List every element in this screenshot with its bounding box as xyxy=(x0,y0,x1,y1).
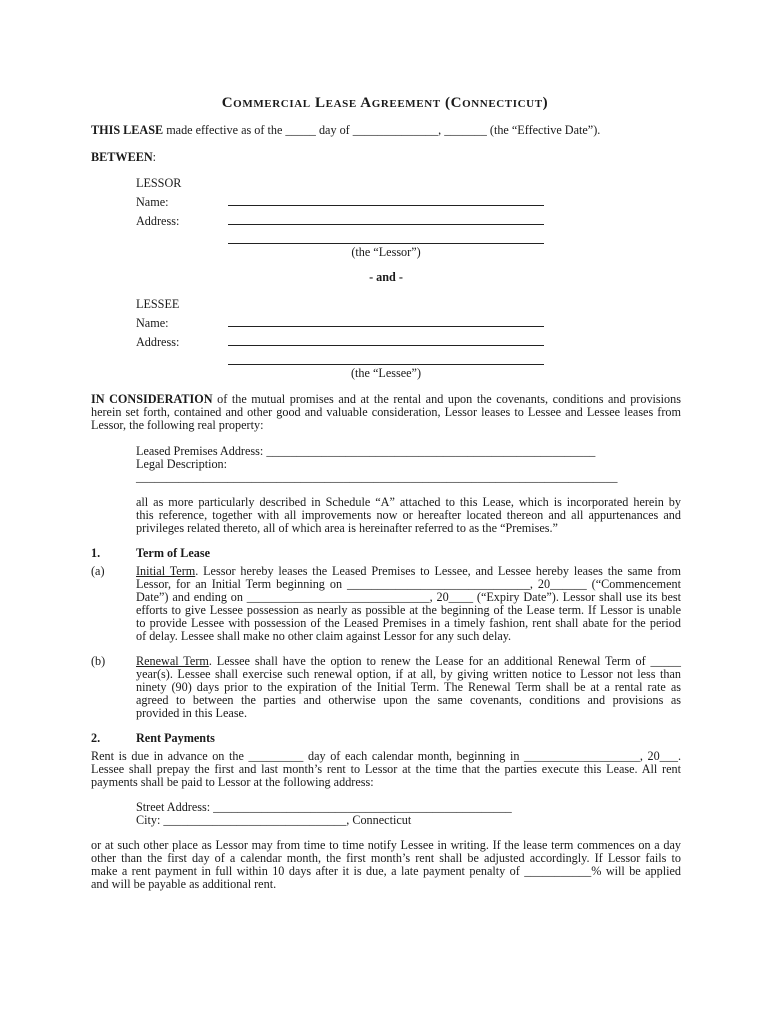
lessor-heading: LESSOR xyxy=(136,176,182,190)
city-line: City: ______________________________, Connecticut xyxy=(136,813,412,827)
clause-a-line-3: Date”) and ending on ______________________________, 20____ (“Expiry Date”). Lessor shall use its best xyxy=(136,590,681,604)
consideration-line-2: herein set forth, contained and other good and valuable consideration, Lessor leases to Lessee and Lessee leases from xyxy=(91,405,681,419)
rent-after-2: other than the first day of a calendar month, the first month’s rent shall be adjusted accordingly. If Lessor fails to xyxy=(91,851,681,865)
lessee-address-label: Address: xyxy=(136,335,180,349)
clause-b-line-1 xyxy=(136,654,681,668)
lessor-name-blank xyxy=(228,205,544,206)
lessor-name-label: Name: xyxy=(136,195,169,209)
clause-a-marker: (a) xyxy=(91,564,105,578)
section-1-heading-text: Term of Lease xyxy=(136,546,211,560)
rent-after-1: or at such other place as Lessor may from time to time notify Lessee in writing. If the lease term commences on a day xyxy=(91,838,681,852)
consideration-line-1 xyxy=(91,392,681,406)
clause-a-line-1 xyxy=(136,564,681,578)
lessor-caption: (the “Lessor”) xyxy=(351,245,421,259)
between-label-text: BETWEEN xyxy=(91,150,153,164)
section-2-number xyxy=(91,731,100,745)
intro-lead: THIS LEASE xyxy=(91,123,164,137)
section-2-heading-text: Rent Payments xyxy=(136,731,215,745)
rent-after-3: make a rent payment in full within 10 days after it is due, a late payment penalty of ___________% will be applied xyxy=(91,864,681,878)
clause-a-line-4: efforts to give Lessee possession as nearly as possible at the beginning of the Lease term. If Lessor is unable xyxy=(136,603,681,617)
consideration-text-1: of the mutual promises and at the rental and upon the covenants, conditions and provisions xyxy=(212,392,681,406)
clause-b-line-5: provided in this Lease. xyxy=(136,706,248,720)
premises-address-line: Leased Premises Address: ______________________________________________________ xyxy=(136,444,596,458)
clause-a-line-2: Lessor, for an Initial Term beginning on ______________________________, 20______ (“Commencement xyxy=(136,577,681,591)
clause-b-marker: (b) xyxy=(91,654,106,668)
rent-line-1: Rent is due in advance on the _________ day of each calendar month, beginning in ___________________, 20___. xyxy=(91,749,681,763)
document-title: Commercial Lease Agreement (Connecticut) xyxy=(221,95,549,111)
section-2-num-text: 2. xyxy=(91,731,101,745)
lessee-name-blank xyxy=(228,326,544,327)
lessor-address-label: Address: xyxy=(136,214,180,228)
lessee-address-blank-2 xyxy=(228,364,544,365)
clause-b-line-3: ninety (90) days prior to the expiration of the Initial Term. The Renewal Term shall be at a rental rate as xyxy=(136,680,681,694)
section-1-heading xyxy=(136,546,210,560)
premises-desc-3: privileges related thereto, all of which area is hereinafter referred to as the “Premises.” xyxy=(136,521,558,535)
consideration-lead: IN CONSIDERATION xyxy=(91,392,213,406)
between-colon: : xyxy=(152,150,157,164)
between-label xyxy=(91,150,156,164)
legal-description-label: Legal Description: xyxy=(136,457,228,471)
clause-a-text-1: . Lessor hereby leases the Leased Premises to Lessee, and Lessee hereby leases the same from xyxy=(195,564,681,578)
legal-description-blank: _______________________________________________________________________________ xyxy=(136,470,618,484)
clause-a-line-5: to provide Lessee with possession of the Leased Premises in a timely fashion, rent shall abate for the period xyxy=(136,616,681,630)
lessee-name-label: Name: xyxy=(136,316,169,330)
and-text: - and - xyxy=(369,270,403,284)
premises-desc-2: this reference, together with all improvements now or hereafter located thereon and all appurtenances and xyxy=(136,508,681,522)
lessor-address-blank-1 xyxy=(228,224,544,225)
rent-line-3: payments shall be paid to Lessor at the following address: xyxy=(91,775,374,789)
consideration-line-3: Lessor, the following real property: xyxy=(91,418,264,432)
clause-b-text-1: . Lessee shall have the option to renew the Lease for an additional Renewal Term of _____ xyxy=(208,654,681,668)
lessee-address-blank-1 xyxy=(228,345,544,346)
section-2-heading xyxy=(136,731,215,745)
clause-b-line-4: agreed to between the parties and otherwise upon the same covenants, conditions and provisions as xyxy=(136,693,681,707)
street-address-line: Street Address: _________________________________________________ xyxy=(136,800,512,814)
clause-b-line-2: year(s). Lessee shall exercise such renewal option, if at all, by giving written notice to Lessor not less than xyxy=(136,667,681,681)
intro-text: made effective as of the _____ day of ______________, _______ (the “Effective Date”). xyxy=(163,123,601,137)
lessee-heading: LESSEE xyxy=(136,297,180,311)
rent-line-2: Lessee shall prepay the first and last month’s rent to Lessor at the time that the parties execute this Lease. All rent xyxy=(91,762,681,776)
renewal-term-label: Renewal Term xyxy=(136,654,209,668)
intro-line xyxy=(91,123,600,137)
lessee-caption: (the “Lessee”) xyxy=(350,366,422,380)
clause-a-line-6: of delay. Lessee shall make no other claim against Lessor for any such delay. xyxy=(136,629,512,643)
lessor-address-blank-2 xyxy=(228,243,544,244)
section-1-number xyxy=(91,546,100,560)
rent-after-4: and will be payable as additional rent. xyxy=(91,877,277,891)
and-separator xyxy=(228,270,544,284)
premises-desc-1: all as more particularly described in Schedule “A” attached to this Lease, which is incorporated herein by xyxy=(136,495,681,509)
section-1-num-text: 1. xyxy=(91,546,101,560)
initial-term-label: Initial Term xyxy=(136,564,196,578)
